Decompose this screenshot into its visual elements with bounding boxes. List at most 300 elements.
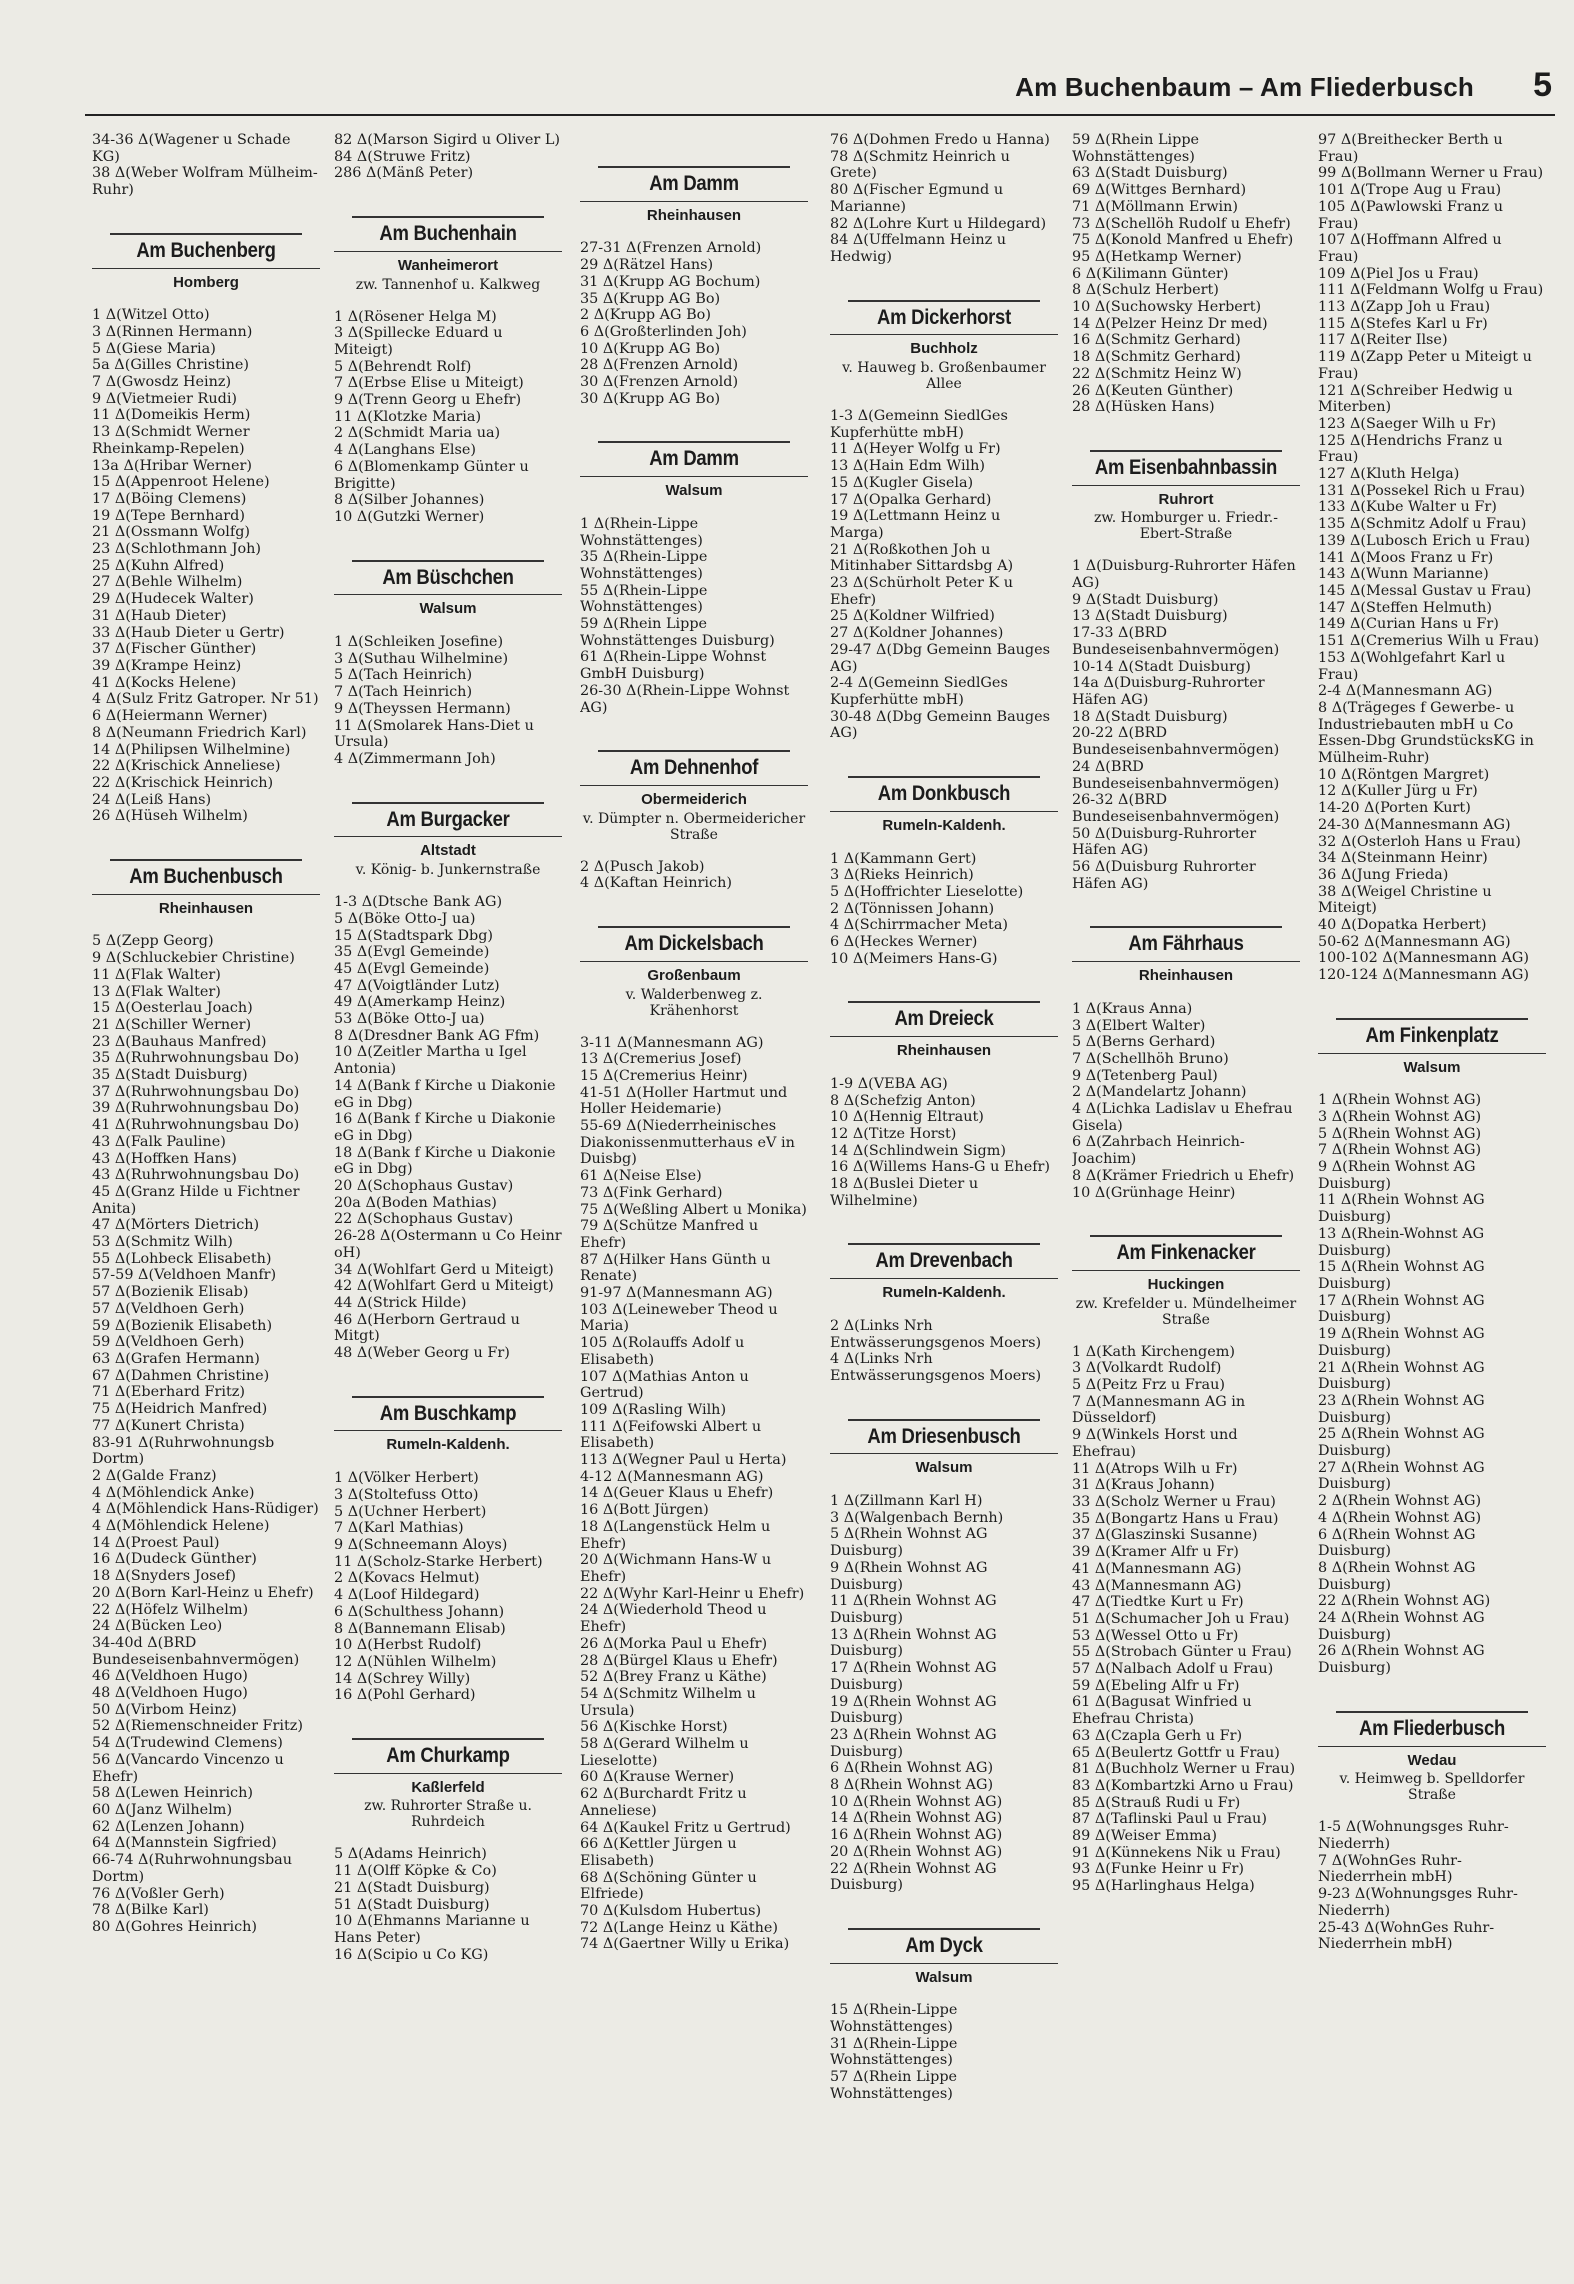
column-1 [92, 132, 320, 2272]
address-entry: 38 Δ(Weber Wolfram Mülheim-Ruhr) [92, 165, 318, 199]
street-heading [830, 1233, 1058, 1307]
address-entry: 4 Δ(Möhlendick Anke) [92, 1484, 255, 1501]
street-location-note: v. Heimweg b. Spelldorfer Straße [1339, 1771, 1525, 1804]
address-entry: 57 Δ(Veldhoen Gerh) [92, 1300, 245, 1317]
address-entry: 41-51 Δ(Holler Hartmut und Holler Heidemarie) [580, 1084, 788, 1118]
address-entry: 62 Δ(Burchardt Fritz u Anneliese) [580, 1786, 747, 1819]
address-entry: 6 Δ(Blomenkamp Günter u Brigitte) [334, 458, 529, 492]
address-entry: 34 Δ(Wohlfart Gerd u Miteigt) [334, 1261, 554, 1278]
address-entry: 62 Δ(Lenzen Johann) [92, 1818, 245, 1835]
address-entry: 61 Δ(Rhein-Lippe Wohnst GmbH Duisburg) [580, 649, 767, 683]
address-entry: 43 Δ(Falk Pauline) [92, 1133, 226, 1150]
street-section [830, 290, 1058, 742]
address-entry: 2 Δ(Pusch Jakob) [580, 858, 705, 875]
address-entry: 50-62 Δ(Mannesmann AG) [1318, 933, 1511, 950]
address-entry: 27 Δ(Rhein Wohnst AG Duisburg) [1318, 1459, 1485, 1493]
address-entry: 5 Δ(Berns Gerhard) [1072, 1034, 1216, 1051]
address-entry: 26 Δ(Keuten Günther) [1072, 382, 1234, 399]
address-entry: 7 Δ(Gwosdz Heinz) [92, 374, 232, 391]
address-entry: 11 Δ(Heyer Wolfg u Fr) [830, 441, 1001, 458]
entry-list [92, 307, 320, 825]
address-entry: 93 Δ(Funke Heinr u Fr) [1072, 1861, 1244, 1878]
address-entry: 95 Δ(Harlinghaus Helga) [1072, 1878, 1255, 1895]
street-heading [1072, 440, 1300, 548]
entry-list [580, 516, 808, 716]
address-entry: 29-47 Δ(Dbg Gemeinn Bauges AG) [830, 641, 1051, 675]
address-entry: 17 Δ(Rhein Wohnst AG Duisburg) [1318, 1292, 1485, 1326]
address-entry: 45 Δ(Evgl Gemeinde) [334, 960, 490, 977]
address-entry: 5 Δ(Tach Heinrich) [334, 667, 473, 684]
address-entry: 63 Δ(Czapla Gerh u Fr) [1072, 1727, 1243, 1744]
street-heading [92, 849, 320, 923]
entry-list [830, 851, 1058, 968]
street-name: Am Buchenhain [379, 222, 517, 246]
address-entry: 82 Δ(Lohre Kurt u Hildegard) [830, 215, 1047, 232]
address-entry: 15 Δ(Rhein Wohnst AG Duisburg) [1318, 1259, 1485, 1292]
street-location-note: v. Dümpter n. Obermeidericher Straße [582, 810, 806, 843]
address-entry: 51 Δ(Stadt Duisburg) [334, 1896, 490, 1913]
address-entry: 85 Δ(Strauß Rudi u Fr) [1072, 1794, 1241, 1811]
address-entry: 1 Δ(Duisburg-Ruhrorter Häfen AG) [1072, 558, 1296, 592]
address-entry: 64 Δ(Kaukel Fritz u Gertrud) [580, 1819, 791, 1836]
address-entry: 75 Δ(Heidrich Manfred) [92, 1401, 268, 1418]
address-entry: 51 Δ(Schumacher Joh u Frau) [1072, 1610, 1290, 1627]
street-name: Am Churkamp [386, 1744, 510, 1768]
address-entry: 84 Δ(Struwe Fritz) [334, 148, 471, 165]
district-name: Walsum [334, 594, 562, 618]
address-entry: 42 Δ(Wohlfart Gerd u Miteigt) [334, 1278, 554, 1295]
address-entry: 10 Δ(Zeitler Martha u Igel Antonia) [334, 1044, 527, 1078]
section-rule [352, 1738, 544, 1740]
street-location-note: zw. Homburger u. Friedr.-Ebert-Straße [1094, 510, 1278, 543]
address-entry: 20 Δ(Rhein Wohnst AG) [830, 1843, 1003, 1860]
column-5 [1072, 132, 1300, 2272]
address-entry: 121 Δ(Schreiber Hedwig u Miterben) [1318, 382, 1513, 416]
district-name: Großenbaum [580, 961, 808, 985]
address-entry: 125 Δ(Hendrichs Franz u Frau) [1318, 432, 1503, 466]
address-entry: 77 Δ(Kunert Christa) [92, 1417, 245, 1434]
address-entry: 46 Δ(Herborn Gertraud u Mitgt) [334, 1311, 520, 1345]
address-entry: 9 Δ(Rhein Wohnst AG Duisburg) [1318, 1159, 1476, 1192]
district-name: Walsum [830, 1963, 1058, 1987]
section-rule [598, 166, 790, 168]
address-entry: 13 Δ(Cremerius Josef) [580, 1051, 742, 1068]
address-entry: 1 Δ(Rhein-Lippe Wohnstättenges) [580, 515, 703, 549]
address-entry: 1 Δ(Rhein Wohnst AG) [1318, 1092, 1482, 1109]
address-entry: 1 Δ(Rösener Helga M) [334, 308, 497, 325]
section-rule [848, 776, 1040, 778]
section-rule [1336, 1018, 1528, 1020]
address-entry: 15 Δ(Kugler Gisela) [830, 474, 974, 491]
section-rule [110, 859, 302, 861]
address-entry: 63 Δ(Grafen Hermann) [92, 1351, 260, 1367]
address-entry: 9 Δ(Schluckebier Christine) [92, 950, 295, 967]
address-entry: 58 Δ(Gerard Wilhelm u Lieselotte) [580, 1736, 749, 1769]
street-heading [334, 206, 562, 298]
address-entry: 107 Δ(Hoffmann Alfred u Frau) [1318, 232, 1502, 265]
street-name: Am Dickerhorst [877, 305, 1011, 329]
address-entry: 5 Δ(Hoffrichter Lieselotte) [830, 883, 1024, 900]
address-entry: 15 Δ(Appenroot Helene) [92, 474, 270, 491]
address-entry: 10 Δ(Röntgen Margret) [1318, 766, 1490, 783]
address-entry: 151 Δ(Cremerius Wilh u Frau) [1318, 633, 1540, 650]
address-entry: 26 Δ(Hüseh Wilhelm) [92, 808, 248, 825]
address-entry: 24 Δ(Rhein Wohnst AG Duisburg) [1318, 1610, 1485, 1643]
entry-list [1318, 1092, 1546, 1677]
address-entry: 53 Δ(Schmitz Wilh) [92, 1234, 233, 1251]
address-entry: 37 Δ(Ruhrwohnungsbau Do) [92, 1083, 300, 1100]
address-entry: 4 Δ(Lichka Ladislav u Ehefrau Gisela) [1072, 1101, 1293, 1134]
address-entry: 15 Δ(Rhein-Lippe Wohnstättenges) [830, 2002, 958, 2036]
address-entry: 26 Δ(Morka Paul u Ehefr) [580, 1635, 768, 1652]
address-entry: 83 Δ(Kombartzki Arno u Frau) [1072, 1777, 1294, 1794]
address-entry: 9 Δ(Theyssen Hermann) [334, 700, 511, 717]
address-entry: 5 Δ(Behrendt Rolf) [334, 358, 472, 375]
address-entry: 7 Δ(Erbse Elise u Miteigt) [334, 375, 524, 392]
address-entry: 2-4 Δ(Mannesmann AG) [1318, 683, 1493, 700]
address-entry: 43 Δ(Ruhrwohnungsbau Do) [92, 1167, 300, 1184]
address-entry: 56 Δ(Kischke Horst) [580, 1719, 728, 1736]
street-name: Am Donkbusch [877, 782, 1011, 806]
address-entry: 25 Δ(Rhein Wohnst AG Duisburg) [1318, 1426, 1485, 1460]
address-entry: 139 Δ(Lubosch Erich u Frau) [1318, 532, 1531, 549]
address-entry: 4 Δ(Links Nrh Entwässerungsgenos Moers) [830, 1351, 1042, 1384]
address-entry: 27-31 Δ(Frenzen Arnold) [580, 240, 762, 257]
address-entry: 45 Δ(Granz Hilde u Fichtner Anita) [92, 1183, 300, 1217]
address-entry: 10 Δ(Grünhage Heinr) [1072, 1184, 1236, 1201]
street-heading [580, 916, 808, 1024]
address-entry: 8 Δ(Neumann Friedrich Karl) [92, 724, 307, 741]
street-section [334, 132, 562, 182]
street-section [1318, 1008, 1546, 1677]
address-entry: 17 Δ(Opalka Gerhard) [830, 491, 992, 508]
address-entry: 2 Δ(Tönnissen Johann) [830, 900, 995, 917]
street-name: Am Damm [649, 447, 739, 471]
address-entry: 16 Δ(Bank f Kirche u Diakonie eG in Dbg) [334, 1111, 556, 1144]
entry-list [580, 240, 808, 407]
street-location-note: zw. Ruhrorter Straße u. Ruhrdeich [364, 1798, 532, 1831]
address-entry: 111 Δ(Feldmann Wolfg u Frau) [1318, 282, 1544, 299]
address-entry: 11 Δ(Domeikis Herm) [92, 407, 251, 424]
address-entry: 15 Δ(Oesterlau Joach) [92, 1000, 253, 1017]
street-section [1318, 1701, 1546, 1953]
street-section [830, 766, 1058, 967]
street-heading [334, 550, 562, 624]
address-entry: 59 Δ(Rhein Lippe Wohnstättenges Duisburg) [580, 616, 775, 649]
address-entry: 19 Δ(Lettmann Heinz u Marga) [830, 508, 1001, 541]
address-entry: 16 Δ(Rhein Wohnst AG) [830, 1827, 1003, 1844]
address-entry: 4 Δ(Schirrmacher Meta) [830, 917, 1009, 934]
address-entry: 6 Δ(Großterlinden Joh) [580, 323, 747, 340]
address-entry: 109 Δ(Rasling Wilh) [580, 1401, 727, 1418]
address-entry: 9 Δ(Schneemann Aloys) [334, 1537, 508, 1553]
section-rule [848, 1928, 1040, 1930]
address-entry: 5 Δ(Zepp Georg) [92, 933, 214, 950]
address-entry: 95 Δ(Hetkamp Werner) [1072, 248, 1242, 265]
address-entry: 31 Δ(Haub Dieter) [92, 607, 227, 624]
entry-list [1318, 1819, 1546, 1953]
street-name: Am Fährhaus [1128, 932, 1244, 956]
section-rule [110, 233, 302, 235]
address-entry: 25 Δ(Kuhn Alfred) [92, 557, 225, 574]
street-section [580, 916, 808, 1953]
address-entry: 9 Δ(Vietmeier Rudi) [92, 390, 238, 407]
address-entry: 2 Δ(Links Nrh Entwässerungsgenos Moers) [830, 1317, 1042, 1351]
address-entry: 34-36 Δ(Wagener u Schade KG) [92, 132, 291, 165]
address-entry: 16 Δ(Schmitz Gerhard) [1072, 332, 1241, 349]
address-entry: 141 Δ(Moos Franz u Fr) [1318, 549, 1494, 566]
address-entry: 6 Δ(Zahrbach Heinrich-Joachim) [1072, 1134, 1245, 1168]
address-entry: 39 Δ(Krampe Heinz) [92, 657, 242, 674]
address-entry: 2-4 Δ(Gemeinn SiedlGes Kupferhütte mbH) [830, 675, 1008, 708]
section-rule [352, 216, 544, 218]
district-name: Obermeiderich [580, 785, 808, 809]
district-name: Ruhrort [1072, 485, 1300, 509]
address-entry: 54 Δ(Schmitz Wilhelm u Ursula) [580, 1685, 756, 1719]
district-name: Walsum [830, 1453, 1058, 1477]
address-entry: 23 Δ(Schürholt Peter K u Ehefr) [830, 575, 1014, 608]
address-entry: 3 Δ(Elbert Walter) [1072, 1017, 1206, 1034]
street-section [830, 1918, 1058, 2103]
address-entry: 1 Δ(Kammann Gert) [830, 850, 977, 867]
address-entry: 14a Δ(Duisburg-Ruhrorter Häfen AG) [1072, 675, 1265, 708]
address-entry: 55 Δ(Strobach Günter u Frau) [1072, 1644, 1292, 1661]
district-name: Huckingen [1072, 1270, 1300, 1294]
address-entry: 44 Δ(Strick Hilde) [334, 1294, 467, 1311]
address-entry: 97 Δ(Breithecker Berth u Frau) [1318, 132, 1503, 165]
address-entry: 81 Δ(Buchholz Werner u Frau) [1072, 1761, 1296, 1778]
address-entry: 10 Δ(Hennig Eltraut) [830, 1109, 984, 1126]
address-entry: 4 Δ(Möhlendick Hans-Rüdiger) [92, 1501, 319, 1518]
address-entry: 20 Δ(Schophaus Gustav) [334, 1178, 514, 1195]
address-entry: 6 Δ(Rhein Wohnst AG Duisburg) [1318, 1526, 1476, 1560]
address-entry: 80 Δ(Gohres Heinrich) [92, 1918, 258, 1935]
address-entry: 1-3 Δ(Gemeinn SiedlGes Kupferhütte mbH) [830, 408, 1008, 441]
address-entry: 100-102 Δ(Mannesmann AG) [1318, 950, 1529, 967]
entry-list [1072, 1001, 1300, 1201]
address-entry: 10 Δ(Suchowsky Herbert) [1072, 299, 1262, 316]
entry-list [830, 2002, 1058, 2102]
address-entry: 6 Δ(Rhein Wohnst AG) [830, 1760, 994, 1777]
address-entry: 13 Δ(Rhein-Wohnst AG Duisburg) [1318, 1225, 1485, 1259]
address-entry: 9-23 Δ(Wohnungsges Ruhr-Niederrh) [1318, 1886, 1518, 1919]
address-entry: 7 Δ(Karl Mathias) [334, 1520, 464, 1537]
address-entry: 2 Δ(Rhein Wohnst AG) [1318, 1493, 1482, 1510]
address-entry: 18 Δ(Bank f Kirche u Diakonie eG in Dbg) [334, 1144, 556, 1178]
section-rule [1090, 926, 1282, 928]
street-name: Am Burgacker [386, 807, 510, 831]
address-entry: 3 Δ(Suthau Wilhelmine) [334, 650, 509, 667]
address-entry: 52 Δ(Riemenschneider Fritz) [92, 1718, 304, 1735]
address-entry: 14-20 Δ(Porten Kurt) [1318, 800, 1471, 817]
address-entry: 19 Δ(Rhein Wohnst AG Duisburg) [1318, 1326, 1485, 1359]
address-entry: 15 Δ(Cremerius Heinr) [580, 1067, 748, 1084]
street-name: Am Dreieck [894, 1007, 994, 1031]
street-heading [830, 766, 1058, 840]
address-entry: 25 Δ(Koldner Wilfried) [830, 608, 995, 625]
address-entry: 49 Δ(Amerkamp Heinz) [334, 994, 506, 1011]
address-entry: 2 Δ(Kovacs Helmut) [334, 1570, 480, 1587]
address-entry: 54 Δ(Trudewind Clemens) [92, 1735, 283, 1752]
address-entry: 10 Δ(Krupp AG Bo) [580, 340, 721, 357]
street-heading [830, 1409, 1058, 1483]
street-section [1072, 132, 1300, 416]
address-entry: 78 Δ(Schmitz Heinrich u Grete) [830, 148, 1010, 182]
section-rule [352, 1396, 544, 1398]
address-entry: 4-12 Δ(Mannesmann AG) [580, 1468, 764, 1485]
address-entry: 78 Δ(Bilke Karl) [92, 1902, 209, 1919]
address-entry: 57 Δ(Nalbach Adolf u Frau) [1072, 1661, 1274, 1678]
entry-list [830, 132, 1058, 266]
section-rule [1336, 1711, 1528, 1713]
address-entry: 36 Δ(Jung Frieda) [1318, 866, 1449, 883]
address-entry: 43 Δ(Mannesmann AG) [1072, 1577, 1242, 1594]
address-entry: 22 Δ(Höfelz Wilhelm) [92, 1601, 249, 1618]
address-entry: 13 Δ(Rhein Wohnst AG Duisburg) [830, 1626, 997, 1660]
address-entry: 28 Δ(Frenzen Arnold) [580, 357, 739, 374]
address-entry: 14 Δ(Pelzer Heinz Dr med) [1072, 315, 1268, 332]
address-entry: 21 Δ(Ossmann Wolfg) [92, 524, 251, 541]
address-entry: 10 Δ(Rhein Wohnst AG) [830, 1793, 1003, 1810]
address-entry: 20-22 Δ(BRD Bundeseisenbahnvermögen) [1072, 725, 1280, 759]
address-entry: 7 Δ(Mannesmann AG in Düsseldorf) [1072, 1393, 1246, 1427]
address-entry: 7 Δ(Tach Heinrich) [334, 684, 473, 701]
address-entry: 8 Δ(Trägeges f Gewerbe- u Industriebauten mbH u Co Essen-Dbg GrundstücksKG in Mülheim-Ruhr) [1318, 699, 1534, 767]
address-entry: 11 Δ(Rhein Wohnst AG Duisburg) [1318, 1192, 1485, 1226]
address-entry: 22 Δ(Krischick Heinrich) [92, 774, 274, 791]
street-name: Am Finkenacker [1116, 1241, 1256, 1265]
address-entry: 91 Δ(Künnekens Nik u Frau) [1072, 1844, 1281, 1861]
address-entry: 35 Δ(Evgl Gemeinde) [334, 944, 490, 961]
section-rule [848, 1419, 1040, 1421]
address-entry: 2 Δ(Krupp AG Bo) [580, 307, 711, 324]
address-entry: 119 Δ(Zapp Peter u Miteigt u Frau) [1318, 349, 1532, 382]
address-entry: 21 Δ(Stadt Duisburg) [334, 1879, 490, 1896]
address-entry: 24 Δ(Wiederhold Theod u Ehefr) [580, 1602, 767, 1636]
district-name: Kaßlerfeld [334, 1773, 562, 1797]
address-entry: 55 Δ(Rhein-Lippe Wohnstättenges) [580, 582, 708, 616]
entry-list [334, 1470, 562, 1704]
entry-list [334, 634, 562, 768]
district-name: Rumeln-Kaldenh. [334, 1430, 562, 1454]
address-entry: 5a Δ(Gilles Christine) [92, 357, 250, 374]
address-entry: 75 Δ(Konold Manfred u Ehefr) [1072, 232, 1294, 249]
section-rule [848, 300, 1040, 302]
address-entry: 4 Δ(Loof Hildegard) [334, 1587, 480, 1604]
address-entry: 10 Δ(Ehmanns Marianne u Hans Peter) [334, 1913, 530, 1946]
street-heading [1318, 1008, 1546, 1082]
address-entry: 26-32 Δ(BRD Bundeseisenbahnvermögen) [1072, 792, 1280, 825]
address-entry: 16 Δ(Bott Jürgen) [580, 1502, 709, 1519]
address-entry: 27 Δ(Behle Wilhelm) [92, 574, 243, 591]
section-rule [1090, 450, 1282, 452]
street-name: Am Dehnenhof [629, 756, 759, 780]
address-entry: 14 Δ(Proest Paul) [92, 1534, 220, 1551]
address-entry: 59 Δ(Bozienik Elisabeth) [92, 1317, 273, 1334]
entry-list [334, 309, 562, 526]
address-entry: 12 Δ(Kuller Jürg u Fr) [1318, 783, 1478, 800]
address-entry: 35 Δ(Ruhrwohnungsbau Do) [92, 1050, 300, 1067]
address-entry: 60 Δ(Janz Wilhelm) [92, 1801, 233, 1818]
page-number: 5 [1533, 66, 1552, 104]
address-entry: 115 Δ(Stefes Karl u Fr) [1318, 315, 1488, 332]
address-entry: 23 Δ(Bauhaus Manfred) [92, 1033, 267, 1050]
address-entry: 22 Δ(Rhein Wohnst AG) [1318, 1593, 1491, 1610]
street-heading [1072, 916, 1300, 990]
address-entry: 12 Δ(Titze Horst) [830, 1125, 957, 1142]
section-rule [848, 1243, 1040, 1245]
address-entry: 22 Δ(Wyhr Karl-Heinr u Ehefr) [580, 1585, 805, 1602]
address-entry: 46 Δ(Veldhoen Hugo) [92, 1668, 248, 1685]
address-entry: 33 Δ(Scholz Werner u Frau) [1072, 1494, 1276, 1510]
address-entry: 9 Δ(Trenn Georg u Ehefr) [334, 392, 522, 409]
address-entry: 59 Δ(Veldhoen Gerh) [92, 1334, 245, 1351]
column-4 [830, 132, 1058, 2272]
entry-list [580, 1035, 808, 1954]
address-entry: 23 Δ(Rhein Wohnst AG Duisburg) [1318, 1392, 1485, 1426]
street-location-note: v. Hauweg b. Großenbaumer Allee [842, 360, 1046, 393]
street-section [1072, 440, 1300, 892]
district-name: Walsum [1318, 1053, 1546, 1077]
address-entry: 10-14 Δ(Stadt Duisburg) [1072, 658, 1251, 675]
street-location-note: v. Walderbenweg z. Krähenhorst [625, 986, 763, 1019]
address-entry: 35 Δ(Bongartz Hans u Frau) [1072, 1510, 1279, 1527]
address-entry: 55 Δ(Lohbeck Elisabeth) [92, 1250, 272, 1267]
address-entry: 73 Δ(Fink Gerhard) [580, 1184, 723, 1201]
street-location-note: zw. Tannenhof u. Kalkweg [355, 276, 541, 293]
entry-list [830, 1318, 1058, 1385]
address-entry: 24 Δ(Bücken Leo) [92, 1618, 223, 1635]
address-entry: 8 Δ(Schulz Herbert) [1072, 282, 1219, 299]
address-entry: 1 Δ(Schleiken Josefine) [334, 634, 504, 651]
address-entry: 5 Δ(Rhein Wohnst AG Duisburg) [830, 1526, 988, 1560]
address-entry: 41 Δ(Ruhrwohnungsbau Do) [92, 1117, 300, 1134]
running-head-title: Am Buchenbaum – Am Fliederbusch [1015, 72, 1474, 102]
address-entry: 10 Δ(Meimers Hans-G) [830, 950, 998, 967]
address-entry: 18 Δ(Langenstück Helm u Ehefr) [580, 1518, 771, 1552]
street-name: Am Fliederbusch [1359, 1716, 1505, 1740]
street-location-note: zw. Krefelder u. Mündelheimer Straße [1075, 1295, 1297, 1328]
address-entry: 127 Δ(Kluth Helga) [1318, 466, 1460, 483]
street-name: Am Finkenplatz [1365, 1023, 1499, 1047]
address-entry: 14 Δ(Schrey Willy) [334, 1670, 471, 1687]
address-entry: 75 Δ(Weßling Albert u Monika) [580, 1201, 807, 1218]
address-entry: 67 Δ(Dahmen Christine) [92, 1367, 270, 1384]
street-name: Am Drevenbach [875, 1249, 1013, 1273]
address-entry: 22 Δ(Rhein Wohnst AG Duisburg) [830, 1860, 997, 1894]
address-entry: 120-124 Δ(Mannesmann AG) [1318, 967, 1529, 984]
address-entry: 39 Δ(Ruhrwohnungsbau Do) [92, 1100, 300, 1117]
address-entry: 17-33 Δ(BRD Bundeseisenbahnvermögen) [1072, 625, 1280, 658]
address-entry: 23 Δ(Schlothmann Joh) [92, 541, 262, 558]
section-rule [1090, 1235, 1282, 1237]
address-entry: 3-11 Δ(Mannesmann AG) [580, 1034, 764, 1051]
address-entry: 11 Δ(Klotzke Maria) [334, 408, 482, 425]
address-entry: 43 Δ(Hoffken Hans) [92, 1150, 237, 1167]
address-entry: 13 Δ(Schmidt Werner Rheinkamp-Repelen) [92, 424, 250, 457]
address-entry: 37 Δ(Glaszinski Susanne) [1072, 1527, 1258, 1544]
address-entry: 1 Δ(Witzel Otto) [92, 307, 210, 324]
address-entry: 6 Δ(Schulthess Johann) [334, 1603, 505, 1620]
address-entry: 1-9 Δ(VEBA AG) [830, 1075, 948, 1092]
district-name: Rheinhausen [830, 1036, 1058, 1060]
address-entry: 26 Δ(Rhein Wohnst AG Duisburg) [1318, 1643, 1485, 1677]
address-entry: 1 Δ(Kraus Anna) [1072, 1000, 1193, 1017]
address-entry: 22 Δ(Krischick Anneliese) [92, 758, 281, 775]
address-entry: 16 Δ(Dudeck Günther) [92, 1551, 257, 1568]
section-rule [598, 441, 790, 443]
address-entry: 1 Δ(Völker Herbert) [334, 1470, 479, 1487]
